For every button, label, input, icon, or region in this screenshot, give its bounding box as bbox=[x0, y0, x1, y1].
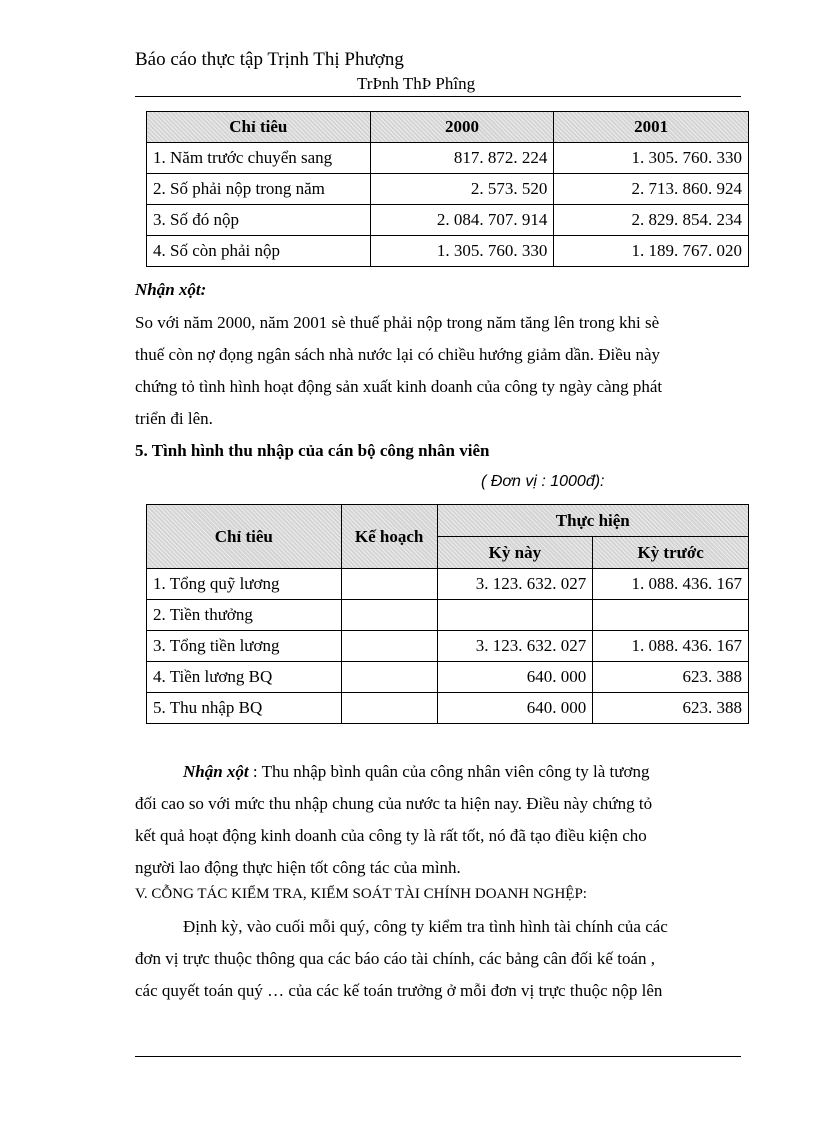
table-cell: 1. 305. 760. 330 bbox=[370, 236, 554, 267]
paragraph-line: chứng tỏ tình hình hoạt động sản xuất kinh doanh của công ty ngày càng phát bbox=[135, 377, 663, 396]
table-cell bbox=[341, 662, 437, 693]
column-header: 2000 bbox=[370, 112, 554, 143]
row-label: 2. Tiền thưởng bbox=[147, 600, 342, 631]
table-cell: 640. 000 bbox=[437, 662, 593, 693]
report-header-subtitle: TrÞnh ThÞ Phîng bbox=[357, 74, 476, 93]
remark-2-first-line: : Thu nhập bình quân của công nhân viên công ty là tương bbox=[248, 762, 650, 781]
table-cell: 1. 088. 436. 167 bbox=[593, 569, 749, 600]
table-row bbox=[147, 569, 749, 600]
column-header: Kỳ này bbox=[437, 537, 593, 569]
unit-note: ( Đơn vị : 1000đ): bbox=[481, 473, 605, 490]
table-cell bbox=[437, 600, 593, 631]
row-label: 4. Số còn phải nộp bbox=[147, 236, 371, 267]
table-cell: 2. 573. 520 bbox=[370, 174, 554, 205]
paragraph-line: Định kỳ, vào cuối mỗi quý, công ty kiểm tra tình hình tài chính của các bbox=[183, 917, 668, 936]
income-table bbox=[146, 504, 749, 724]
table-row bbox=[147, 631, 749, 662]
remark-1-label: Nhận xột: bbox=[135, 280, 207, 299]
column-header: Chỉ tiêu bbox=[147, 112, 371, 143]
table-cell bbox=[341, 631, 437, 662]
paragraph-line: đối cao so với mức thu nhập chung của nước ta hiện nay. Điều này chứng tỏ bbox=[135, 794, 653, 813]
table-cell: 2. 713. 860. 924 bbox=[554, 174, 749, 205]
table-row bbox=[147, 174, 749, 205]
table-cell: 1. 305. 760. 330 bbox=[554, 143, 749, 174]
table-row bbox=[147, 693, 749, 724]
remark-2-paragraph bbox=[135, 756, 741, 884]
table-cell: 640. 000 bbox=[437, 693, 593, 724]
table-cell: 1. 189. 767. 020 bbox=[554, 236, 749, 267]
table-row bbox=[147, 662, 749, 693]
table-cell: 623. 388 bbox=[593, 693, 749, 724]
paragraph-line: So với năm 2000, năm 2001 sè thuế phải nộp trong năm tăng lên trong khi sè bbox=[135, 313, 660, 332]
header-divider bbox=[135, 96, 741, 97]
report-header-title: Báo cáo thực tập Trịnh Thị Phượng bbox=[135, 49, 404, 70]
row-label: 5. Thu nhập BQ bbox=[147, 693, 342, 724]
footer-divider bbox=[135, 1056, 741, 1057]
table-cell bbox=[593, 600, 749, 631]
column-header: Chỉ tiêu bbox=[147, 505, 342, 569]
row-label: 1. Năm trước chuyển sang bbox=[147, 143, 371, 174]
table-cell: 1. 088. 436. 167 bbox=[593, 631, 749, 662]
table-row bbox=[147, 236, 749, 267]
column-group-header: Thực hiện bbox=[437, 505, 748, 537]
remark-1-paragraph bbox=[135, 307, 741, 435]
remark-2-label: Nhận xột bbox=[183, 762, 249, 781]
table-cell: 3. 123. 632. 027 bbox=[437, 569, 593, 600]
table-cell bbox=[341, 569, 437, 600]
tax-table bbox=[146, 111, 749, 267]
table-cell: 817. 872. 224 bbox=[370, 143, 554, 174]
table-cell: 2. 829. 854. 234 bbox=[554, 205, 749, 236]
row-label: 2. Số phải nộp trong năm bbox=[147, 174, 371, 205]
row-label: 3. Số đó nộp bbox=[147, 205, 371, 236]
row-label: 3. Tổng tiền lương bbox=[147, 631, 342, 662]
table-cell: 623. 388 bbox=[593, 662, 749, 693]
column-header: Kỳ trước bbox=[593, 537, 749, 569]
section-4-heading: 5. Tình hình thu nhập của cán bộ công nhân viên bbox=[135, 441, 490, 460]
section-5-paragraph bbox=[135, 911, 741, 1007]
paragraph-line: thuế còn nợ đọng ngân sách nhà nước lại có chiều hướng giảm dần. Điều này bbox=[135, 345, 661, 364]
table-row bbox=[147, 143, 749, 174]
row-label: 1. Tổng quỹ lương bbox=[147, 569, 342, 600]
table-cell bbox=[341, 693, 437, 724]
table-cell: 3. 123. 632. 027 bbox=[437, 631, 593, 662]
paragraph-line: người lao động thực hiện tốt công tác của mình. bbox=[135, 858, 461, 877]
section-5-heading: V. CỖNG TÁC KIỂM TRA, KIỂM SOÁT TÀI CHÍNH DOANH NGHỆP: bbox=[135, 886, 587, 902]
paragraph-line: các quyết toán quý … của các kế toán trưởng ở mỗi đơn vị trực thuộc nộp lên bbox=[135, 981, 663, 1000]
table-header-row bbox=[147, 505, 749, 537]
paragraph-line: kết quả hoạt động kinh doanh của công ty là rất tốt, nó đã tạo điều kiện cho bbox=[135, 826, 647, 845]
column-header: 2001 bbox=[554, 112, 749, 143]
table-row bbox=[147, 205, 749, 236]
row-label: 4. Tiền lương BQ bbox=[147, 662, 342, 693]
column-header: Kế hoạch bbox=[341, 505, 437, 569]
table-header-row bbox=[147, 112, 749, 143]
table-row bbox=[147, 600, 749, 631]
paragraph-line bbox=[135, 756, 741, 788]
table-cell: 2. 084. 707. 914 bbox=[370, 205, 554, 236]
paragraph-line: triển đi lên. bbox=[135, 409, 213, 428]
paragraph-line: đơn vị trực thuộc thông qua các báo cáo tài chính, các bảng cân đối kế toán , bbox=[135, 949, 655, 968]
table-cell bbox=[341, 600, 437, 631]
